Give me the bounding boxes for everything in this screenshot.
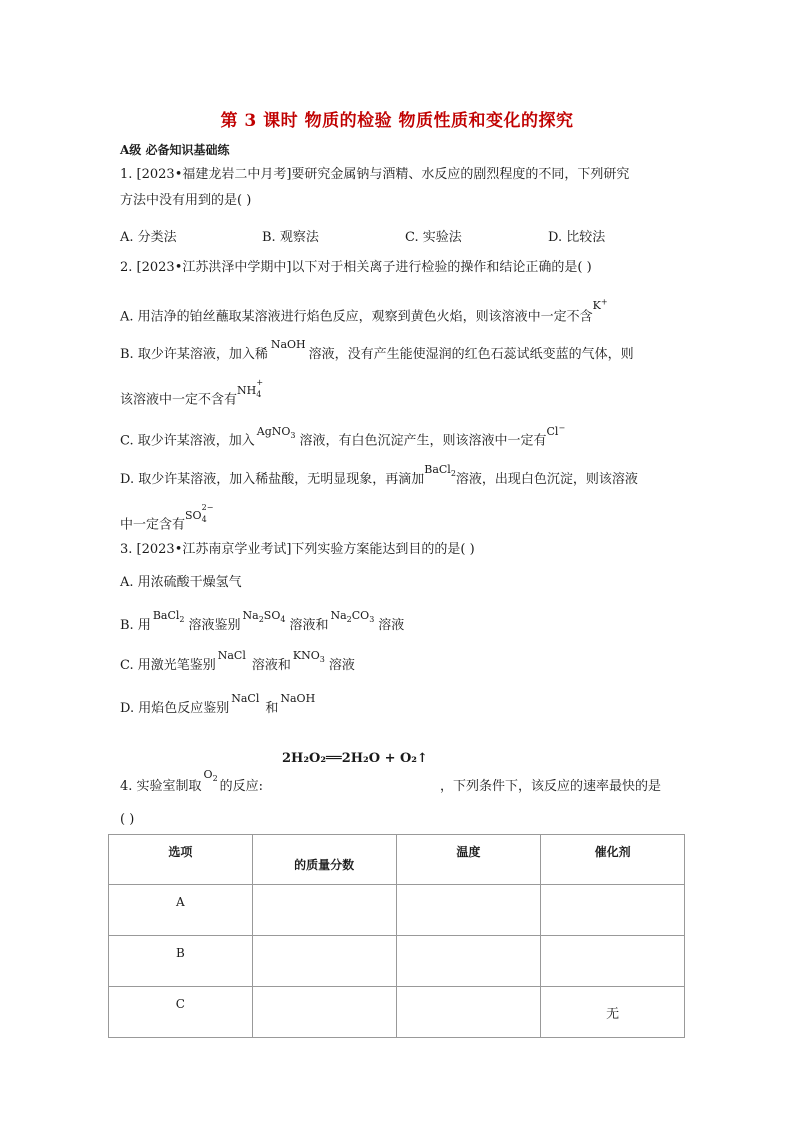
q3-c-text1: C. 用激光笔鉴别 [120, 658, 216, 673]
table-cell [396, 987, 541, 1038]
q3-option-d[interactable] [120, 692, 316, 719]
table-cell [541, 936, 685, 987]
q3-c-formula-nacl: NaCl [217, 649, 246, 662]
table-cell [252, 885, 396, 936]
table-header-row [109, 835, 685, 885]
q4-text3: ，下列条件下，该反应的速率最快的是 [440, 779, 662, 794]
q4-answer-blank: ( ) [120, 812, 135, 827]
table-cell: 无 [541, 987, 685, 1038]
q2-b-ion: NH4+ [237, 378, 264, 399]
table-row [109, 936, 685, 987]
table-row [109, 885, 685, 936]
q4-text1: 4. 实验室制取 [120, 779, 202, 794]
q2-b-reagent: NaOH [270, 338, 306, 351]
table-cell: B [109, 936, 253, 987]
q3-d-text1: D. 用焰色反应鉴别 [120, 701, 230, 716]
q4-equation: 2H₂O₂══2H₂O + O₂↑ [282, 751, 428, 766]
q4-formula-o2: O2 [203, 768, 218, 784]
table-cell [252, 987, 396, 1038]
page-title: 第 3 课时 物质的检验 物质性质和变化的探究 [220, 111, 574, 131]
q2-a-ion: K+ [592, 297, 608, 312]
q2-option-d-line2 [120, 503, 214, 540]
q3-b-text4: 溶液 [378, 618, 405, 633]
table-row [109, 987, 685, 1038]
conditions-table [108, 834, 685, 1038]
section-level: A级 必备知识基础练 [120, 143, 230, 157]
table-cell: A [109, 885, 253, 936]
q2-c-text1: C. 取少许某溶液，加入 [120, 433, 255, 449]
q2-option-c[interactable] [120, 423, 566, 456]
q2-d-text3: 中一定含有 [120, 517, 186, 533]
q3-c-formula-kno3: KNO3 [292, 649, 325, 665]
q2-b-text3: 该溶液中一定不含有 [120, 392, 238, 408]
q2-d-text1: D. 取少许某溶液，加入稀盐酸，无明显现象，再滴加 [120, 472, 425, 487]
q1-option-c[interactable]: C. 实验法 [405, 230, 462, 245]
q2-option-a[interactable] [120, 297, 608, 328]
q4-stem [120, 768, 264, 801]
q2-d-ion: SO42− [185, 503, 214, 524]
q2-c-ion: Cl− [546, 423, 566, 438]
q2-c-reagent: AgNO3 [256, 424, 296, 440]
q1-option-d[interactable]: D. 比较法 [548, 230, 606, 245]
q3-b-text2: 溶液鉴别 [188, 618, 241, 633]
q2-option-d[interactable] [120, 463, 638, 494]
q2-d-text2: 溶液，出现白色沉淀，则该溶液 [455, 472, 638, 487]
table-cell [396, 885, 541, 936]
q3-stem: 3. [2023•江苏南京学业考试]下列实验方案能达到目的的是( ) [120, 542, 475, 557]
table-header-catalyst: 催化剂 [541, 835, 685, 885]
q3-option-b[interactable] [120, 609, 405, 640]
q2-a-text: A. 用洁净的铂丝蘸取某溶液进行焰色反应，观察到黄色火焰，则该溶液中一定不含 [120, 309, 593, 325]
table-header-option: 选项 [109, 835, 253, 885]
table-cell [396, 936, 541, 987]
table-header-mass-fraction: 的质量分数 [252, 835, 396, 885]
q2-stem: 2. [2023•江苏洪泽中学期中]以下对于相关离子进行检验的操作和结论正确的是( ) [120, 260, 592, 275]
q4-text2: 的反应: [219, 779, 264, 794]
q2-b-text1: B. 取少许某溶液，加入稀 [120, 347, 268, 362]
q3-b-formula-na2so4: Na2SO4 [242, 609, 286, 625]
table-cell [541, 885, 685, 936]
q3-b-formula-bacl2: BaCl2 [152, 609, 185, 625]
table-cell [252, 936, 396, 987]
q3-b-text3: 溶液和 [289, 618, 329, 633]
q2-option-b[interactable] [120, 338, 634, 365]
q3-c-text3: 溶液 [328, 658, 355, 673]
q3-option-a[interactable]: A. 用浓硫酸干燥氢气 [120, 575, 242, 590]
q1-stem-line1: 1. [2023•福建龙岩二中月考]要研究金属钠与酒精、水反应的剧烈程度的不同，下列研究 [120, 167, 630, 182]
q1-option-b[interactable]: B. 观察法 [262, 230, 319, 245]
q3-option-c[interactable] [120, 649, 355, 680]
q3-d-text2: 和 [265, 701, 279, 716]
q2-b-text2: 溶液，没有产生能使湿润的红色石蕊试纸变蓝的气体，则 [308, 347, 634, 362]
table-cell: C [109, 987, 253, 1038]
q3-d-formula-nacl: NaCl [231, 692, 260, 705]
q3-b-formula-na2co3: Na2CO3 [330, 609, 375, 625]
q2-c-text2: 溶液，有白色沉淀产生，则该溶液中一定有 [299, 433, 547, 449]
q3-c-text2: 溶液和 [251, 658, 291, 673]
q1-option-a[interactable]: A. 分类法 [120, 230, 177, 245]
table-header-temperature: 温度 [396, 835, 541, 885]
q2-d-reagent: BaCl2 [424, 463, 456, 479]
q2-option-b-line2 [120, 378, 264, 415]
q3-d-formula-naoh: NaOH [280, 692, 316, 705]
q1-stem-line2: 方法中没有用到的是( ) [120, 193, 252, 208]
q3-b-text1: B. 用 [120, 618, 151, 633]
